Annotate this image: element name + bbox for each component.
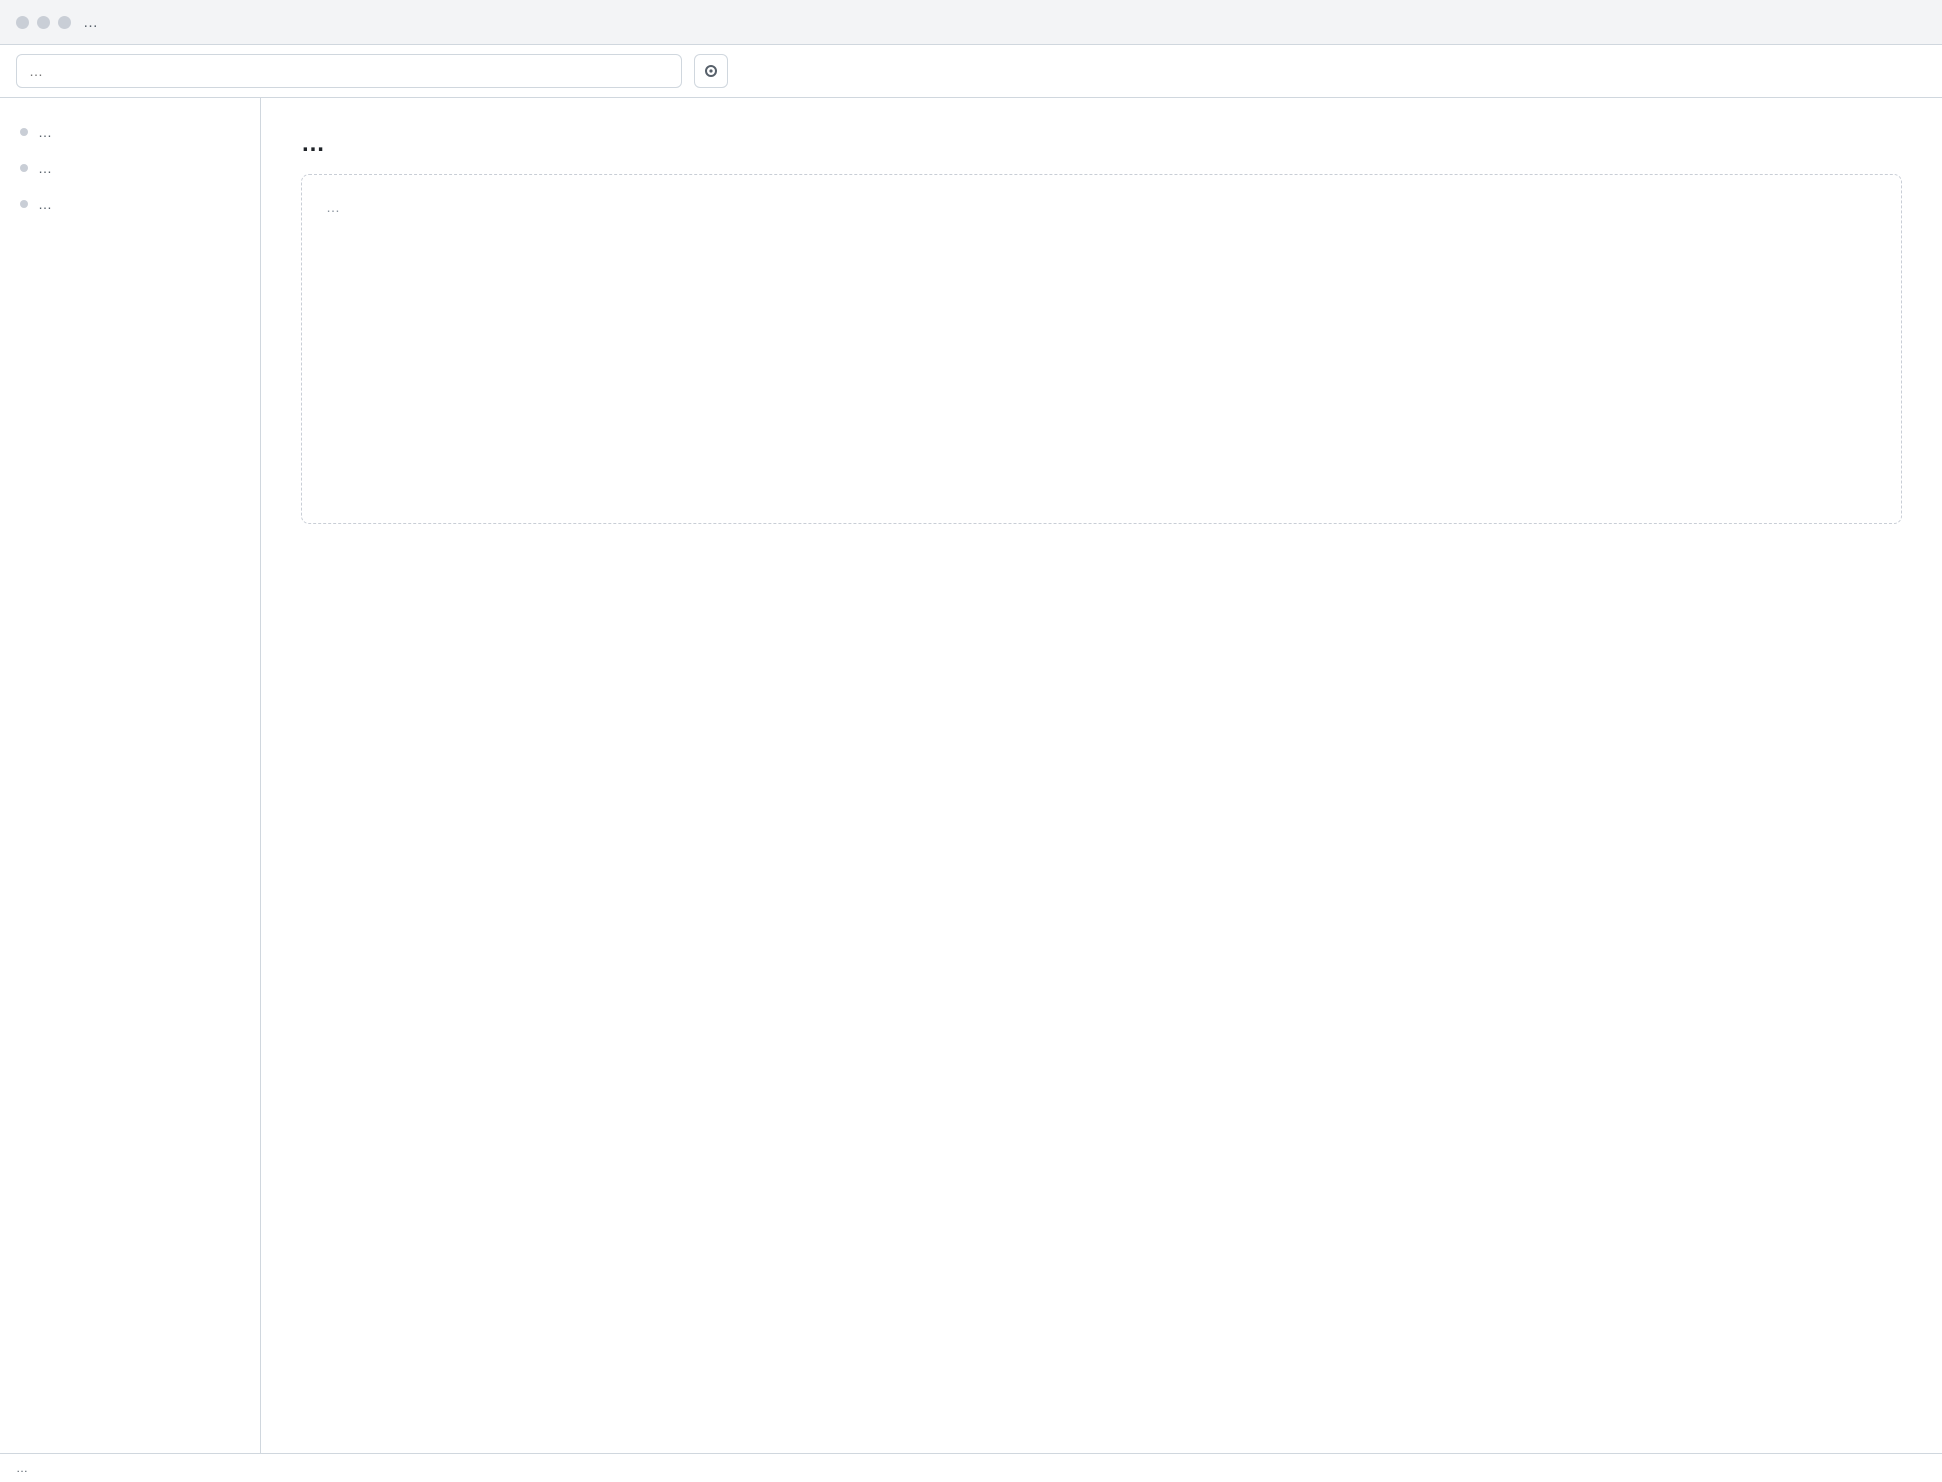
gear-icon — [703, 63, 719, 79]
close-window-button[interactable] — [16, 16, 29, 29]
minimize-window-button[interactable] — [37, 16, 50, 29]
sidebar-item[interactable] — [0, 186, 260, 222]
search-input[interactable] — [16, 54, 682, 88]
bullet-icon — [20, 128, 28, 136]
status-bar — [0, 1453, 1942, 1482]
bullet-icon — [20, 200, 28, 208]
sidebar-item-label: … — [38, 196, 52, 212]
window-controls — [16, 16, 71, 29]
bullet-icon — [20, 164, 28, 172]
maximize-window-button[interactable] — [58, 16, 71, 29]
title-bar — [0, 0, 1942, 45]
window-title: … — [83, 13, 98, 31]
status-text: … — [16, 1461, 28, 1475]
sidebar-item[interactable] — [0, 114, 260, 150]
sidebar — [0, 98, 261, 1453]
settings-button[interactable] — [694, 54, 728, 88]
content-area — [0, 98, 1942, 1453]
sidebar-item-label: … — [38, 124, 52, 140]
sidebar-item-label: … — [38, 160, 52, 176]
main-panel — [261, 98, 1942, 1453]
page-title: … — [301, 130, 325, 157]
toolbar — [0, 45, 1942, 98]
content-placeholder: … — [301, 174, 1902, 524]
sidebar-item[interactable] — [0, 150, 260, 186]
